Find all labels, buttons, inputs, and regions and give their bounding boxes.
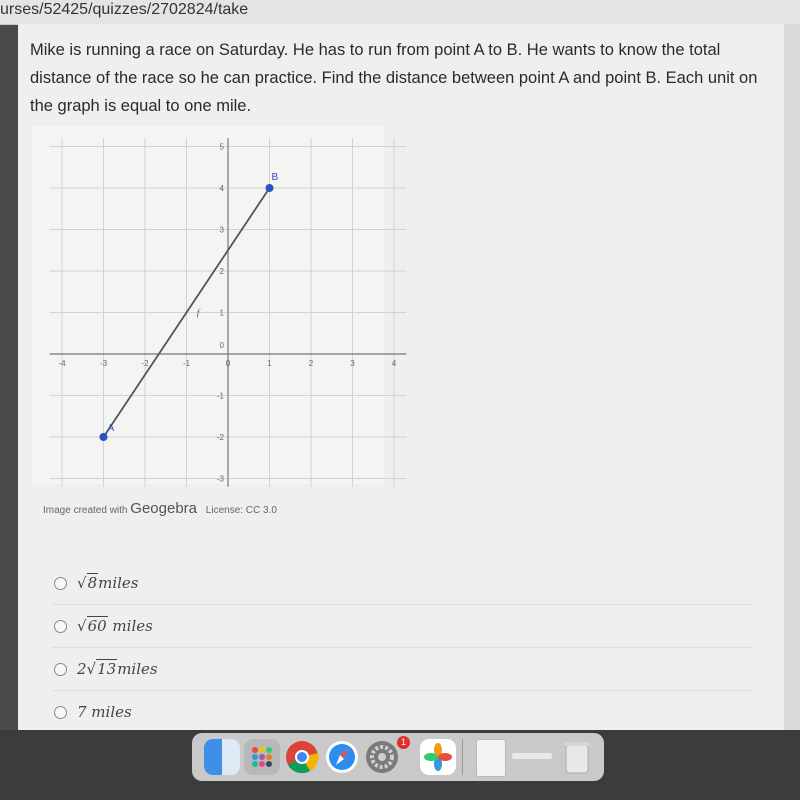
x-tick-label: 0 [225,359,231,368]
sqrt-icon: √ [86,660,97,678]
y-tick-label: 3 [219,225,224,235]
window-edge [784,24,800,730]
chrome-logo-icon [284,739,320,775]
radio-button[interactable] [54,620,67,633]
option-unit: miles [117,660,158,678]
option-prefix: 2 [77,660,87,678]
launchpad-icon[interactable] [244,739,280,775]
photos-flower-icon [420,739,456,775]
option-unit: miles [98,574,139,592]
credit-brand[interactable]: Geogebra [130,500,197,517]
point-a-label: A [107,423,115,434]
launchpad-grid-icon [244,739,280,775]
x-tick-label: 2 [308,359,314,368]
url-text[interactable]: urses/52425/quizzes/2702824/take [0,1,249,18]
sqrt-icon: √ [77,617,87,635]
option-radicand: 8 [87,574,98,592]
answer-option[interactable] [52,562,752,605]
credit-license: License: CC 3.0 [205,505,277,516]
radio-button[interactable] [54,577,67,590]
chrome-icon[interactable] [284,739,320,775]
point-b [266,184,274,192]
trash-icon[interactable] [562,739,592,775]
option-unit: miles [107,617,153,635]
answer-option[interactable] [52,648,752,691]
y-tick-label: 5 [219,142,224,152]
option-radicand: 60 [87,617,107,635]
x-tick-label: 3 [350,359,355,368]
question-text: Mike is running a race on Saturday. He has to run from point A to B. He wants to know the total distance of the race so he can practice. Find the distance between point A and point B. Each unit on the graph is equal to one mile. [30,41,758,115]
browser-url-bar[interactable] [0,0,800,25]
answer-option[interactable] [52,691,752,734]
photos-icon[interactable] [420,739,456,775]
sqrt-icon: √ [77,574,87,592]
quiz-content [18,24,784,730]
finder-icon[interactable] [204,739,240,775]
system-preferences-icon[interactable] [364,739,400,775]
y-tick-label: 1 [219,308,224,318]
y-tick-label: 2 [219,267,224,276]
x-tick-label: 1 [267,359,272,368]
x-tick-label: -2 [141,359,149,368]
radio-button[interactable] [54,706,67,719]
option-label[interactable] [77,660,158,678]
safari-compass-icon [324,739,360,775]
radio-button[interactable] [54,663,67,676]
option-prefix: 7 miles [77,703,132,721]
y-tick-label: -2 [216,433,224,442]
coordinate-graph [32,126,397,484]
gear-icon [364,739,400,775]
y-tick-label: 0 [219,341,224,350]
y-tick-label: 4 [219,184,224,193]
option-label[interactable] [77,574,139,592]
x-tick-label: 4 [391,359,397,368]
answer-options [52,562,752,734]
option-radicand: 13 [97,660,117,678]
credit-prefix: Image created with [43,505,128,516]
point-a [100,433,108,441]
safari-icon[interactable] [324,739,360,775]
image-credit [43,500,277,517]
y-tick-label: -1 [216,391,224,401]
answer-option[interactable] [52,605,752,648]
graph-svg [32,126,397,484]
option-label[interactable] [77,703,132,721]
x-tick-label: -1 [182,359,191,368]
y-tick-label: -3 [216,474,224,484]
function-label: f [196,307,200,318]
point-b-label: B [271,172,279,183]
option-label[interactable] [77,617,153,635]
x-tick-label: -3 [99,359,108,368]
document-icon[interactable] [476,739,506,777]
notification-badge: 1 [397,736,410,749]
minimized-window-icon[interactable] [512,753,552,759]
trash-can-icon [562,739,592,775]
dock-separator [462,739,463,775]
x-tick-label: -4 [58,359,66,368]
